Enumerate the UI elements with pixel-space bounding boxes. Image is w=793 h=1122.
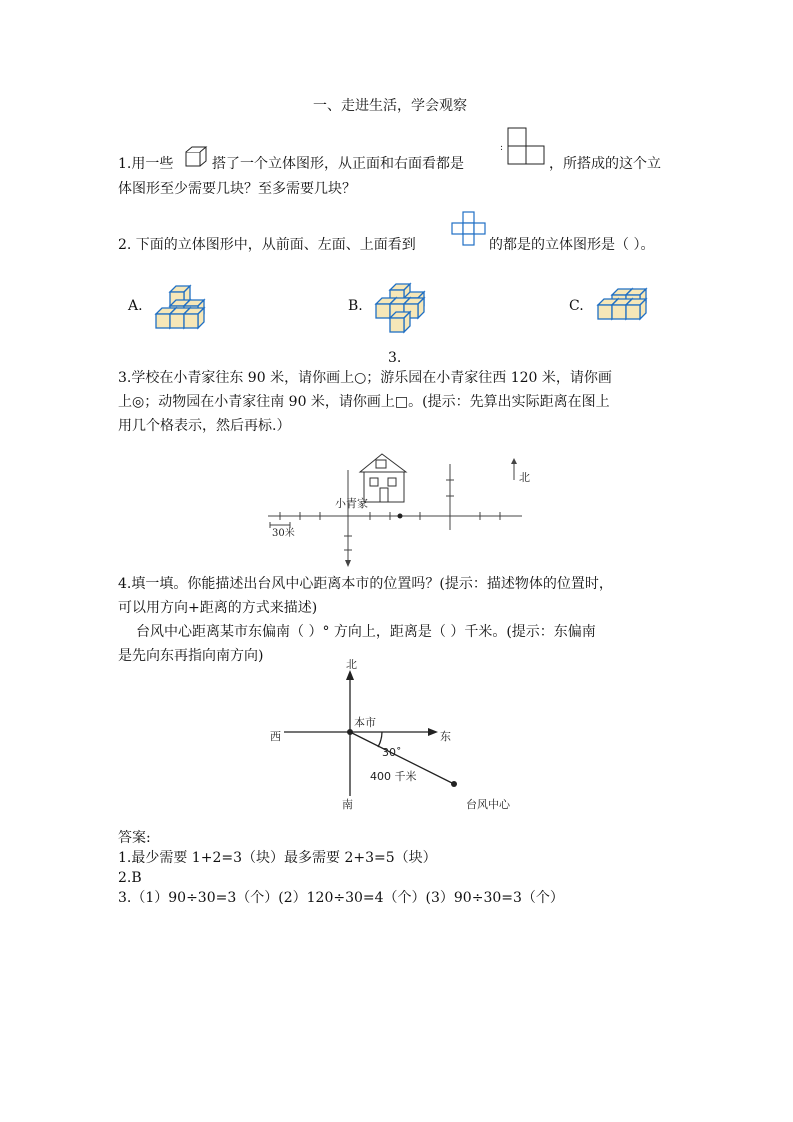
q1-text-c: ，所搭成的这个立 — [549, 156, 661, 172]
q2-text-a: 2. 下面的立体图形中，从前面、左面、上面看到 — [118, 237, 416, 253]
section-title: 一、走进生活，学会观察 — [313, 98, 467, 114]
north-label: 北 — [346, 658, 357, 671]
east-label: 东 — [440, 730, 451, 743]
city-label: 本市 — [354, 716, 376, 729]
west-label: 西 — [270, 730, 281, 743]
typhoon-point — [451, 781, 457, 787]
answer-3: 3.（1）90÷30=3（个）(2）120÷30=4（个）(3）90÷30=3（个） — [118, 890, 564, 906]
q3-north-label: 北 — [519, 471, 530, 484]
q4-line3: 台风中心距离某市东偏南（ ）° 方向上，距离是（ ）千米。(提示：东偏南 — [136, 624, 596, 640]
distance-label: 400 千米 — [370, 770, 417, 783]
front-right-view-diagram — [500, 126, 548, 166]
q3-grid-map — [260, 450, 530, 570]
q4-line4: 是先向东再指向南方向) — [118, 648, 264, 664]
small-cube-icon — [184, 145, 208, 169]
option-b-label: B. — [348, 298, 363, 314]
home-dot — [398, 514, 403, 519]
q3-line1: 3.学校在小青家往东 90 米，请你画上○；游乐园在小青家往西 120 米，请你画 — [118, 370, 612, 386]
q3-home-label: 小青家 — [335, 497, 368, 510]
svg-text::: : — [500, 143, 504, 153]
cross-top-view-diagram — [451, 210, 491, 250]
option-a-cube-figure — [150, 282, 220, 332]
q3-number-center: 3. — [388, 350, 402, 366]
q4-compass-map — [262, 650, 532, 820]
angle-label: 30˚ — [382, 746, 402, 759]
south-label: 南 — [342, 798, 353, 811]
q1-text-line2: 体图形至少需要几块？至多需要几块？ — [118, 181, 356, 197]
city-point — [347, 729, 353, 735]
q1-text-b: 搭了一个立体图形，从正面和右面看都是 — [212, 156, 464, 172]
option-c-label: C. — [569, 298, 584, 314]
option-b-cube-figure — [370, 280, 440, 336]
q4-line1: 4.填一填。你能描述出台风中心距离本市的位置吗？(提示：描述物体的位置时， — [118, 576, 613, 592]
typhoon-label: 台风中心 — [466, 798, 510, 811]
q3-line2: 上◎；动物园在小青家往南 90 米，请你画上□。(提示：先算出实际距离在图上 — [118, 394, 610, 410]
answers-heading: 答案: — [118, 830, 151, 846]
answer-1: 1.最少需要 1+2=3（块）最多需要 2+3=5（块） — [118, 850, 437, 866]
option-c-cube-figure — [592, 287, 662, 327]
answer-2: 2.B — [118, 870, 142, 886]
option-a-label: A. — [128, 298, 143, 314]
q4-line2: 可以用方向+距离的方式来描述) — [118, 600, 318, 616]
q1-text-a: 1.用一些 — [118, 156, 174, 172]
q3-scale-label: 30米 — [272, 528, 295, 539]
house-icon — [360, 454, 406, 502]
q3-line3: 用几个格表示，然后再标.） — [118, 418, 291, 434]
q2-text-b: 的都是的立体图形是（ ）。 — [489, 237, 655, 253]
